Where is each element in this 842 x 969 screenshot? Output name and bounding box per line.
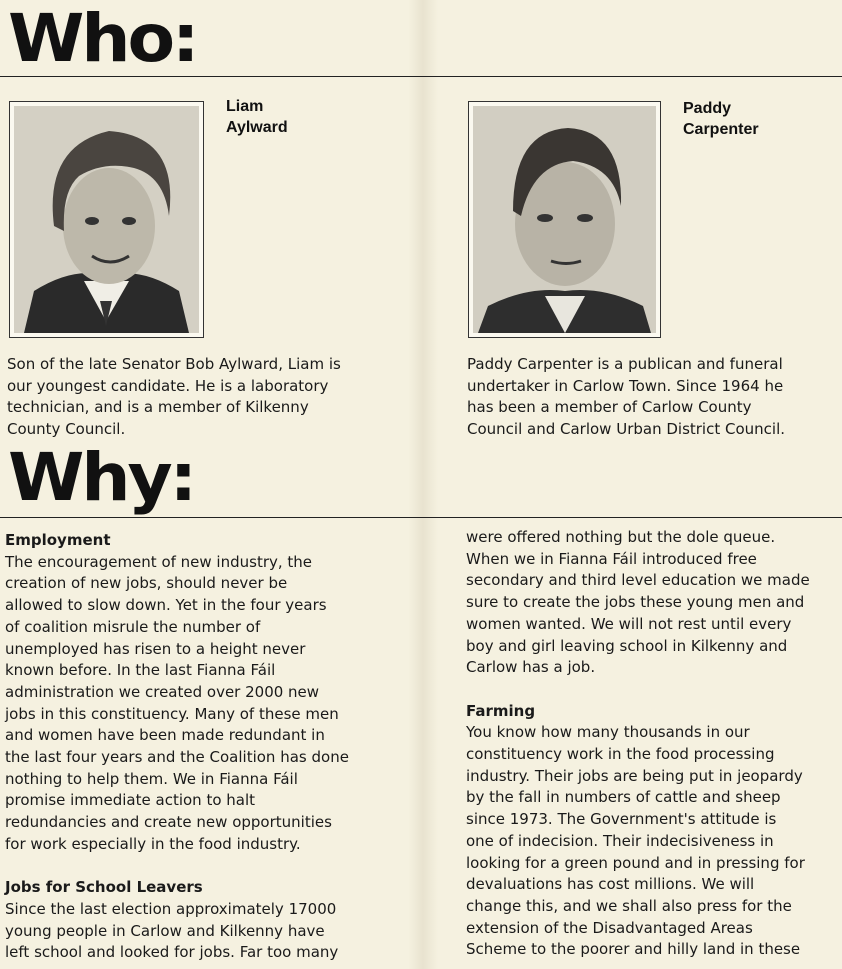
candidate-1-first-name: Liam bbox=[226, 98, 264, 115]
bio-line: has been a member of Carlow County bbox=[467, 398, 752, 417]
portrait-illustration-2 bbox=[473, 106, 656, 333]
text-line: boy and girl leaving school in Kilkenny and bbox=[466, 636, 788, 655]
farming-heading: Farming bbox=[466, 701, 536, 720]
paragraph-gap bbox=[5, 856, 405, 878]
bio-line: undertaker in Carlow Town. Since 1964 he bbox=[467, 376, 784, 395]
text-line: jobs in this constituency. Many of these men bbox=[5, 704, 339, 723]
text-line: of coalition misrule the number of bbox=[5, 617, 261, 636]
text-line: Since the last election approximately 17000 bbox=[5, 899, 337, 918]
bio-line: our youngest candidate. He is a laboratory bbox=[7, 376, 329, 395]
school-leavers-heading: Jobs for School Leavers bbox=[5, 878, 203, 897]
bio-line: Son of the late Senator Bob Aylward, Liam is bbox=[7, 355, 341, 373]
text-line: one of indecision. Their indecisiveness in bbox=[466, 831, 774, 850]
text-line: constituency work in the food processing bbox=[466, 745, 775, 764]
text-line: devaluations has cost millions. We will bbox=[466, 875, 755, 894]
text-line: You know how many thousands in our bbox=[466, 723, 750, 742]
candidate-1-bio bbox=[7, 354, 402, 441]
left-column bbox=[5, 530, 405, 964]
text-line: creation of new jobs, should never be bbox=[5, 574, 288, 593]
right-column bbox=[466, 527, 838, 961]
text-line: change this, and we shall also press for the bbox=[466, 896, 792, 915]
candidate-1-last-name: Aylward bbox=[226, 119, 288, 136]
paddy-carpenter-photo bbox=[468, 101, 661, 338]
liam-aylward-photo bbox=[9, 101, 204, 338]
who-heading: Who: bbox=[8, 0, 197, 77]
why-heading: Why: bbox=[8, 439, 195, 516]
candidate-2-bio bbox=[467, 354, 837, 441]
text-line: young people in Carlow and Kilkenny have bbox=[5, 921, 325, 940]
text-line: for work especially in the food industry. bbox=[5, 834, 301, 853]
bio-line: technician, and is a member of Kilkenny bbox=[7, 398, 309, 417]
employment-heading: Employment bbox=[5, 531, 111, 549]
candidate-2-last-name: Carpenter bbox=[683, 121, 759, 138]
candidate-1-name bbox=[226, 96, 288, 138]
text-line: allowed to slow down. Yet in the four years bbox=[5, 596, 327, 615]
text-line: since 1973. The Government's attitude is bbox=[466, 810, 777, 829]
text-line: were offered nothing but the dole queue. bbox=[466, 528, 776, 546]
bio-line: County Council. bbox=[7, 420, 126, 439]
bio-line: Council and Carlow Urban District Council. bbox=[467, 420, 786, 439]
text-line: When we in Fianna Fáil introduced free bbox=[466, 549, 757, 568]
text-line: administration we created over 2000 new bbox=[5, 682, 320, 701]
text-line: by the fall in numbers of cattle and sheep bbox=[466, 788, 781, 807]
text-line: Carlow has a job. bbox=[466, 658, 596, 677]
text-line: unemployed has risen to a height never bbox=[5, 639, 306, 658]
who-rule bbox=[0, 76, 842, 77]
text-line: sure to create the jobs these young men and bbox=[466, 593, 805, 612]
text-line: and women have been made redundant in bbox=[5, 726, 325, 745]
text-line: looking for a green pound and in pressing for bbox=[466, 853, 805, 872]
paragraph-gap bbox=[466, 679, 838, 701]
candidate-2-name bbox=[683, 98, 759, 140]
text-line: known before. In the last Fianna Fáil bbox=[5, 661, 276, 680]
text-line: left school and looked for jobs. Far too many bbox=[5, 943, 339, 962]
text-line: promise immediate action to halt bbox=[5, 791, 256, 810]
text-line: The encouragement of new industry, the bbox=[5, 552, 313, 571]
text-line: industry. Their jobs are being put in jeopardy bbox=[466, 766, 803, 785]
text-line: women wanted. We will not rest until every bbox=[466, 614, 792, 633]
text-line: extension of the Disadvantaged Areas bbox=[466, 918, 753, 937]
text-line: the last four years and the Coalition has done bbox=[5, 748, 349, 767]
text-line: redundancies and create new opportunities bbox=[5, 813, 332, 832]
text-line: nothing to help them. We in Fianna Fáil bbox=[5, 769, 298, 788]
portrait-illustration-1 bbox=[14, 106, 199, 333]
why-rule bbox=[0, 517, 842, 518]
page-fold bbox=[408, 0, 438, 969]
candidate-2-first-name: Paddy bbox=[683, 100, 732, 117]
bio-line: Paddy Carpenter is a publican and funeral bbox=[467, 355, 783, 373]
text-line: Scheme to the poorer and hilly land in these bbox=[466, 940, 801, 959]
text-line: secondary and third level education we made bbox=[466, 571, 810, 590]
